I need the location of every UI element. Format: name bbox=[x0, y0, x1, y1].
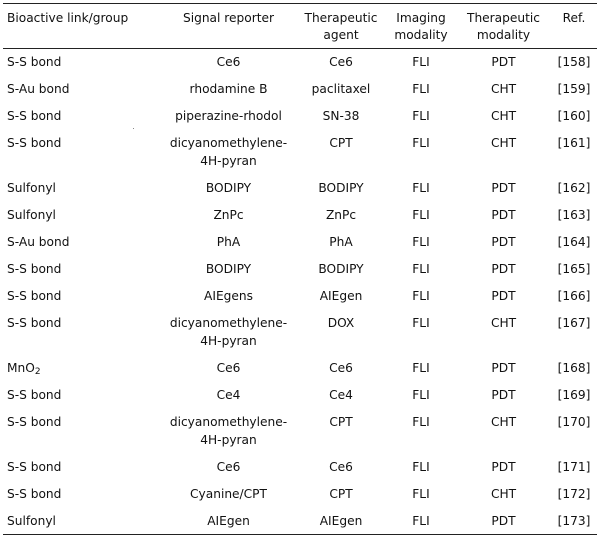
cell-text: AIEgen bbox=[319, 288, 363, 303]
cell-text: PDT bbox=[491, 459, 516, 474]
cell-imaging-modality bbox=[386, 229, 456, 256]
cell-imaging-modality bbox=[386, 202, 456, 229]
cell-signal-reporter bbox=[161, 175, 296, 202]
header-label-line2: modality bbox=[394, 28, 448, 42]
cell-text: S-S bond bbox=[7, 387, 62, 402]
header-label: Bioactive link/group bbox=[7, 11, 129, 25]
cell-text: PDT bbox=[491, 180, 516, 195]
cell-therapeutic-modality bbox=[456, 229, 551, 256]
cell-therapeutic-agent bbox=[296, 283, 386, 310]
cell-text: PhA bbox=[329, 234, 353, 249]
cell-text: CPT bbox=[329, 486, 353, 501]
cell-signal-reporter bbox=[161, 283, 296, 310]
cell-text: Ce4 bbox=[216, 387, 241, 402]
header-signal-reporter bbox=[161, 4, 296, 49]
cell-text: [166] bbox=[557, 288, 591, 303]
cell-reference bbox=[551, 283, 597, 310]
cell-text-line2: 4H-pyran bbox=[200, 153, 257, 168]
cell-text: SN-38 bbox=[322, 108, 360, 123]
cell-text: BODIPY bbox=[318, 261, 364, 276]
cell-therapeutic-agent bbox=[296, 508, 386, 535]
cell-text: [172] bbox=[557, 486, 591, 501]
cell-text: AIEgen bbox=[319, 513, 363, 528]
cell-text: S-S bond bbox=[7, 108, 62, 123]
cell-imaging-modality bbox=[386, 355, 456, 382]
header-therapeutic-modality bbox=[456, 4, 551, 49]
cell-text: Ce6 bbox=[329, 459, 353, 474]
cell-therapeutic-modality bbox=[456, 355, 551, 382]
cell-bioactive-group bbox=[3, 130, 161, 175]
cell-text: S-S bond bbox=[7, 135, 62, 150]
cell-text: Ce6 bbox=[216, 459, 241, 474]
cell-text: CPT bbox=[329, 135, 353, 150]
cell-therapeutic-modality bbox=[456, 103, 551, 130]
cell-reference bbox=[551, 49, 597, 76]
cell-text: PDT bbox=[491, 513, 516, 528]
cell-signal-reporter bbox=[161, 409, 296, 454]
cell-text: CHT bbox=[490, 108, 517, 123]
cell-text: FLI bbox=[412, 55, 430, 69]
cell-text: PDT bbox=[491, 387, 516, 402]
cell-signal-reporter bbox=[161, 130, 296, 175]
cell-therapeutic-modality bbox=[456, 508, 551, 535]
data-table bbox=[3, 3, 597, 535]
cell-text: CHT bbox=[490, 486, 517, 501]
cell-text: AIEgens bbox=[204, 288, 253, 303]
cell-therapeutic-modality bbox=[456, 202, 551, 229]
cell-bioactive-group bbox=[3, 103, 161, 130]
table-header bbox=[3, 4, 597, 49]
table-row bbox=[3, 229, 597, 256]
cell-text: FLI bbox=[412, 360, 430, 375]
table-row bbox=[3, 454, 597, 481]
cell-text: [169] bbox=[557, 387, 591, 402]
cell-imaging-modality bbox=[386, 103, 456, 130]
cell-text: FLI bbox=[412, 513, 430, 528]
cell-bioactive-group bbox=[3, 256, 161, 283]
cell-reference bbox=[551, 508, 597, 535]
cell-text: ZnPc bbox=[213, 207, 244, 222]
cell-therapeutic-modality bbox=[456, 76, 551, 103]
table-body bbox=[3, 49, 597, 535]
cell-text: FLI bbox=[412, 180, 430, 195]
cell-text: S-S bond bbox=[7, 486, 62, 501]
cell-reference bbox=[551, 202, 597, 229]
table-row bbox=[3, 310, 597, 355]
cell-therapeutic-modality bbox=[456, 49, 551, 76]
cell-text: [173] bbox=[557, 513, 591, 528]
cell-text: MnO bbox=[7, 360, 35, 375]
cell-imaging-modality bbox=[386, 508, 456, 535]
cell-text: S-S bond bbox=[7, 261, 62, 276]
header-label-line2: modality bbox=[476, 28, 531, 42]
cell-bioactive-group bbox=[3, 202, 161, 229]
cell-text: CHT bbox=[490, 81, 517, 96]
cell-reference bbox=[551, 481, 597, 508]
cell-therapeutic-modality bbox=[456, 283, 551, 310]
cell-text: FLI bbox=[412, 288, 430, 303]
header-label-line1: Imaging bbox=[396, 11, 446, 25]
cell-signal-reporter bbox=[161, 481, 296, 508]
table-row bbox=[3, 202, 597, 229]
cell-bioactive-group bbox=[3, 355, 161, 382]
cell-text: Cyanine/CPT bbox=[190, 486, 267, 501]
cell-therapeutic-modality bbox=[456, 481, 551, 508]
cell-bioactive-group bbox=[3, 283, 161, 310]
cell-therapeutic-agent bbox=[296, 103, 386, 130]
header-label-line2: agent bbox=[323, 28, 359, 42]
cell-reference bbox=[551, 382, 597, 409]
cell-text: DOX bbox=[327, 315, 355, 330]
cell-therapeutic-modality bbox=[456, 454, 551, 481]
cell-text: FLI bbox=[412, 135, 430, 150]
cell-text: [171] bbox=[557, 459, 591, 474]
cell-text: S-S bond bbox=[7, 315, 62, 330]
cell-bioactive-group bbox=[3, 409, 161, 454]
cell-imaging-modality bbox=[386, 481, 456, 508]
cell-signal-reporter bbox=[161, 310, 296, 355]
cell-text: S-S bond bbox=[7, 55, 62, 69]
header-label-line1: Therapeutic bbox=[467, 11, 540, 25]
cell-text: [160] bbox=[557, 108, 591, 123]
cell-text: dicyanomethylene- bbox=[169, 135, 288, 150]
cell-text: S-S bond bbox=[7, 414, 62, 429]
cell-signal-reporter bbox=[161, 76, 296, 103]
cell-text: PDT bbox=[491, 360, 516, 375]
cell-text: PDT bbox=[491, 288, 516, 303]
cell-text: Sulfonyl bbox=[7, 180, 56, 195]
cell-text: Ce6 bbox=[329, 55, 353, 69]
cell-therapeutic-agent bbox=[296, 130, 386, 175]
cell-text: S-Au bond bbox=[7, 234, 70, 249]
cell-signal-reporter bbox=[161, 508, 296, 535]
cell-therapeutic-agent bbox=[296, 229, 386, 256]
cell-therapeutic-modality bbox=[456, 130, 551, 175]
table-row bbox=[3, 409, 597, 454]
header-therapeutic-agent bbox=[296, 4, 386, 49]
cell-therapeutic-agent bbox=[296, 310, 386, 355]
cell-text: BODIPY bbox=[205, 261, 252, 276]
cell-reference bbox=[551, 229, 597, 256]
cell-text: Sulfonyl bbox=[7, 207, 56, 222]
cell-reference bbox=[551, 76, 597, 103]
cell-text: PhA bbox=[216, 234, 241, 249]
cell-reference bbox=[551, 454, 597, 481]
cell-text: FLI bbox=[412, 207, 430, 222]
cell-reference bbox=[551, 103, 597, 130]
cell-text: [165] bbox=[557, 261, 591, 276]
cell-text: CPT bbox=[329, 414, 353, 429]
cell-text-line2: 4H-pyran bbox=[200, 333, 257, 348]
cell-signal-reporter bbox=[161, 202, 296, 229]
cell-signal-reporter bbox=[161, 103, 296, 130]
cell-text: PDT bbox=[491, 234, 516, 249]
table-row bbox=[3, 76, 597, 103]
cell-imaging-modality bbox=[386, 310, 456, 355]
cell-therapeutic-agent bbox=[296, 49, 386, 76]
cell-text: AIEgen bbox=[207, 513, 250, 528]
cell-text: Ce4 bbox=[329, 387, 353, 402]
cell-imaging-modality bbox=[386, 454, 456, 481]
cell-text: FLI bbox=[412, 261, 430, 276]
cell-text: [161] bbox=[557, 135, 591, 150]
cell-text: FLI bbox=[412, 459, 430, 474]
cell-imaging-modality bbox=[386, 130, 456, 175]
cell-therapeutic-modality bbox=[456, 409, 551, 454]
cell-text: [170] bbox=[557, 414, 591, 429]
cell-text: CHT bbox=[490, 315, 517, 330]
cell-text-line2: 4H-pyran bbox=[200, 432, 257, 447]
cell-text: CHT bbox=[490, 414, 517, 429]
cell-therapeutic-agent bbox=[296, 256, 386, 283]
stray-dot bbox=[133, 128, 134, 129]
table-row bbox=[3, 175, 597, 202]
cell-text: [163] bbox=[557, 207, 591, 222]
cell-text: FLI bbox=[412, 234, 430, 249]
cell-signal-reporter bbox=[161, 256, 296, 283]
cell-text: piperazine-rhodol bbox=[175, 108, 282, 123]
cell-text: Sulfonyl bbox=[7, 513, 56, 528]
data-table-container bbox=[3, 3, 597, 535]
table-row bbox=[3, 130, 597, 175]
cell-therapeutic-agent bbox=[296, 355, 386, 382]
table-row bbox=[3, 508, 597, 535]
cell-therapeutic-modality bbox=[456, 175, 551, 202]
cell-therapeutic-agent bbox=[296, 454, 386, 481]
cell-therapeutic-agent bbox=[296, 481, 386, 508]
cell-text: FLI bbox=[412, 108, 430, 123]
cell-text: S-S bond bbox=[7, 459, 62, 474]
table-row bbox=[3, 283, 597, 310]
cell-text: S-S bond bbox=[7, 288, 62, 303]
table-row bbox=[3, 481, 597, 508]
cell-text: FLI bbox=[412, 81, 430, 96]
table-row bbox=[3, 355, 597, 382]
cell-therapeutic-agent bbox=[296, 202, 386, 229]
header-label: Signal reporter bbox=[182, 11, 275, 25]
cell-reference bbox=[551, 256, 597, 283]
cell-signal-reporter bbox=[161, 454, 296, 481]
cell-text: [167] bbox=[557, 315, 591, 330]
cell-text: Ce6 bbox=[216, 55, 241, 69]
cell-reference bbox=[551, 175, 597, 202]
cell-imaging-modality bbox=[386, 256, 456, 283]
cell-reference bbox=[551, 130, 597, 175]
cell-text: dicyanomethylene- bbox=[169, 414, 288, 429]
cell-therapeutic-agent bbox=[296, 382, 386, 409]
cell-bioactive-group bbox=[3, 454, 161, 481]
cell-reference bbox=[551, 310, 597, 355]
cell-bioactive-group bbox=[3, 508, 161, 535]
cell-signal-reporter bbox=[161, 355, 296, 382]
cell-therapeutic-modality bbox=[456, 382, 551, 409]
cell-text: CHT bbox=[490, 135, 517, 150]
cell-therapeutic-agent bbox=[296, 76, 386, 103]
cell-therapeutic-modality bbox=[456, 310, 551, 355]
cell-text: BODIPY bbox=[318, 180, 364, 195]
cell-text: S-Au bond bbox=[7, 81, 70, 96]
cell-text: FLI bbox=[412, 414, 430, 429]
cell-imaging-modality bbox=[386, 175, 456, 202]
table-row bbox=[3, 256, 597, 283]
cell-bioactive-group bbox=[3, 49, 161, 76]
cell-subscript: 2 bbox=[34, 366, 41, 377]
cell-text: paclitaxel bbox=[311, 81, 371, 96]
table-row bbox=[3, 382, 597, 409]
cell-text: [158] bbox=[557, 55, 591, 69]
cell-bioactive-group bbox=[3, 175, 161, 202]
cell-imaging-modality bbox=[386, 409, 456, 454]
header-label: Ref. bbox=[562, 11, 586, 25]
header-label-line1: Therapeutic bbox=[304, 11, 378, 25]
cell-text: [159] bbox=[557, 81, 591, 96]
header-imaging-modality bbox=[386, 4, 456, 49]
cell-text: ZnPc bbox=[325, 207, 357, 222]
cell-text: PDT bbox=[491, 207, 516, 222]
cell-reference bbox=[551, 409, 597, 454]
cell-text: PDT bbox=[491, 261, 516, 276]
cell-bioactive-group bbox=[3, 310, 161, 355]
cell-imaging-modality bbox=[386, 283, 456, 310]
cell-bioactive-group bbox=[3, 229, 161, 256]
cell-text: BODIPY bbox=[205, 180, 252, 195]
cell-bioactive-group bbox=[3, 382, 161, 409]
cell-text: PDT bbox=[491, 55, 516, 69]
cell-therapeutic-agent bbox=[296, 175, 386, 202]
cell-text: [168] bbox=[557, 360, 591, 375]
header-bioactive-group bbox=[3, 4, 161, 49]
cell-signal-reporter bbox=[161, 229, 296, 256]
cell-signal-reporter bbox=[161, 382, 296, 409]
cell-text: FLI bbox=[412, 315, 430, 330]
cell-therapeutic-modality bbox=[456, 256, 551, 283]
cell-imaging-modality bbox=[386, 76, 456, 103]
cell-text: Ce6 bbox=[329, 360, 353, 375]
cell-text: [164] bbox=[557, 234, 591, 249]
cell-text: rhodamine B bbox=[189, 81, 268, 96]
table-row bbox=[3, 103, 597, 130]
cell-text: dicyanomethylene- bbox=[169, 315, 288, 330]
cell-bioactive-group bbox=[3, 76, 161, 103]
table-row bbox=[3, 49, 597, 76]
cell-therapeutic-agent bbox=[296, 409, 386, 454]
header-reference bbox=[551, 4, 597, 49]
cell-text: FLI bbox=[412, 387, 430, 402]
cell-imaging-modality bbox=[386, 382, 456, 409]
cell-text: FLI bbox=[412, 486, 430, 501]
cell-signal-reporter bbox=[161, 49, 296, 76]
cell-reference bbox=[551, 355, 597, 382]
cell-text: [162] bbox=[557, 180, 591, 195]
cell-text: Ce6 bbox=[216, 360, 241, 375]
cell-bioactive-group bbox=[3, 481, 161, 508]
cell-imaging-modality bbox=[386, 49, 456, 76]
header-row bbox=[3, 4, 597, 49]
